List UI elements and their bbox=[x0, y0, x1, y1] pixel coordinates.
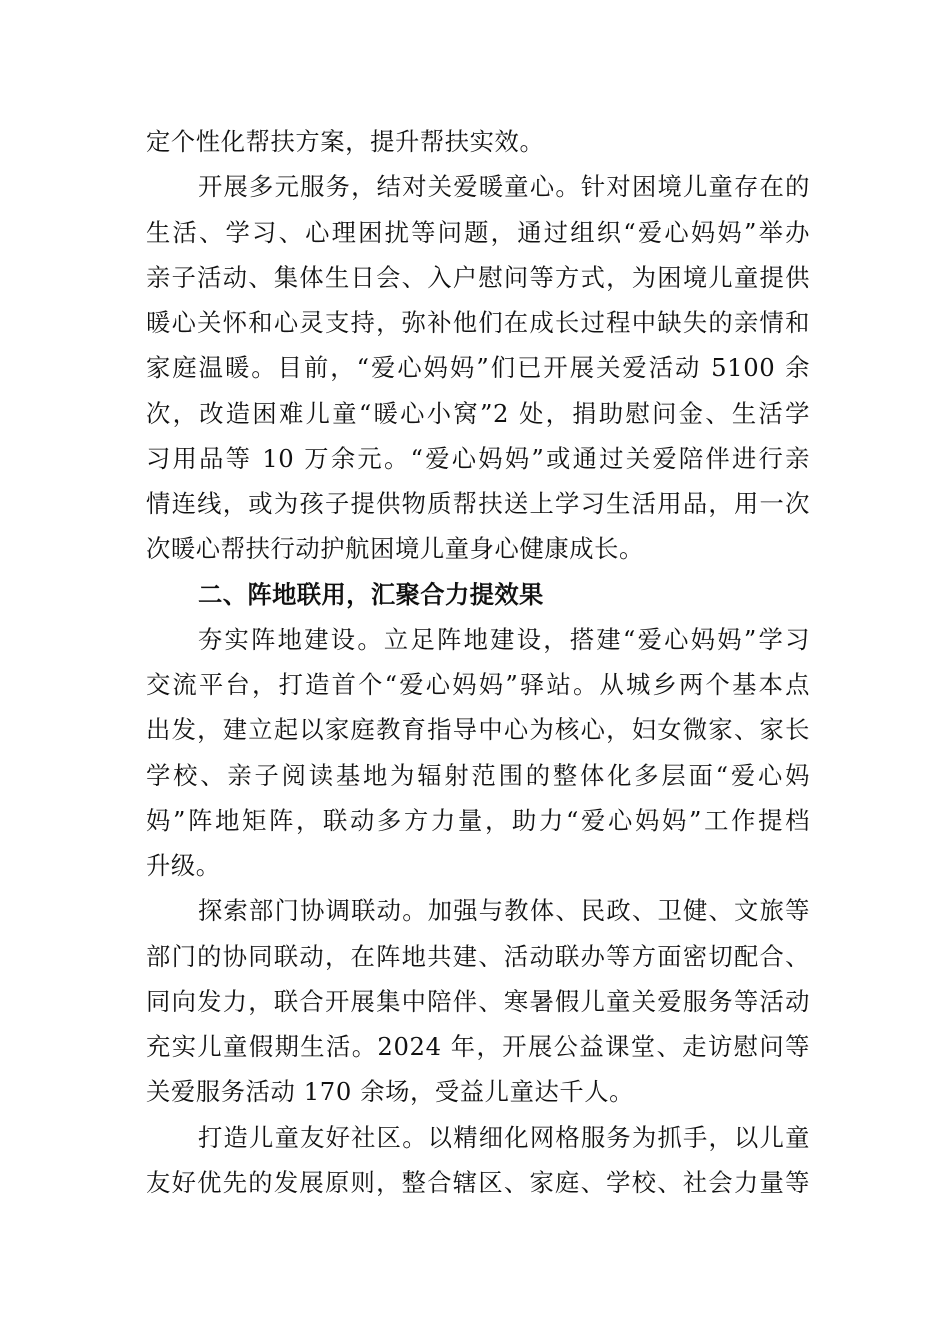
text-line: 出发，建立起以家庭教育指导中心为核心，妇女微家、家长 bbox=[146, 715, 810, 745]
text-line: 部门的协同联动，在阵地共建、活动联办等方面密切配合、 bbox=[146, 941, 810, 971]
text-line: 次暖心帮扶行动护航困境儿童身心健康成长。 bbox=[146, 534, 644, 564]
text-line: 妈”阵地矩阵，联动多方力量，助力“爱心妈妈”工作提档 bbox=[146, 805, 810, 835]
text-line: 定个性化帮扶方案，提升帮扶实效。 bbox=[146, 127, 545, 156]
text-line: 亲子活动、集体生日会、入户慰问等方式，为困境儿童提供 bbox=[146, 262, 810, 292]
text-line: 习用品等 10 万余元。“爱心妈妈”或通过关爱陪伴进行亲 bbox=[146, 443, 810, 473]
paragraph-start-line: 探索部门协调联动。加强与教体、民政、卫健、文旅等 bbox=[198, 896, 810, 926]
paragraph-start-line: 夯实阵地建设。立足阵地建设，搭建“爱心妈妈”学习 bbox=[198, 624, 810, 654]
text-line: 家庭温暖。目前，“爱心妈妈”们已开展关爱活动 5100 余 bbox=[146, 353, 810, 383]
text-line: 升级。 bbox=[146, 851, 221, 880]
text-line: 充实儿童假期生活。2024 年，开展公益课堂、走访慰问等 bbox=[146, 1032, 810, 1061]
text-line: 学校、亲子阅读基地为辐射范围的整体化多层面“爱心妈 bbox=[146, 760, 810, 790]
text-line: 生活、学习、心理困扰等问题，通过组织“爱心妈妈”举办 bbox=[146, 217, 810, 247]
text-line: 同向发力，联合开展集中陪伴、寒暑假儿童关爱服务等活动 bbox=[146, 986, 810, 1016]
text-line: 情连线，或为孩子提供物质帮扶送上学习生活用品，用一次 bbox=[146, 489, 810, 518]
paragraph-start-line: 开展多元服务，结对关爱暖童心。针对困境儿童存在的 bbox=[198, 172, 810, 202]
text-line: 次，改造困难儿童“暖心小窝”2 处，捐助慰问金、生活学 bbox=[146, 398, 810, 428]
text-line: 暖心关怀和心灵支持，弥补他们在成长过程中缺失的亲情和 bbox=[146, 308, 810, 337]
section-heading: 二、阵地联用，汇聚合力提效果 bbox=[198, 579, 544, 609]
document-page bbox=[146, 119, 810, 1205]
text-line: 友好优先的发展原则，整合辖区、家庭、学校、社会力量等 bbox=[146, 1167, 810, 1197]
text-line: 关爱服务活动 170 余场，受益儿童达千人。 bbox=[146, 1077, 635, 1107]
text-line: 交流平台，打造首个“爱心妈妈”驿站。从城乡两个基本点 bbox=[146, 670, 810, 699]
paragraph-start-line: 打造儿童友好社区。以精细化网格服务为抓手，以儿童 bbox=[198, 1122, 810, 1152]
